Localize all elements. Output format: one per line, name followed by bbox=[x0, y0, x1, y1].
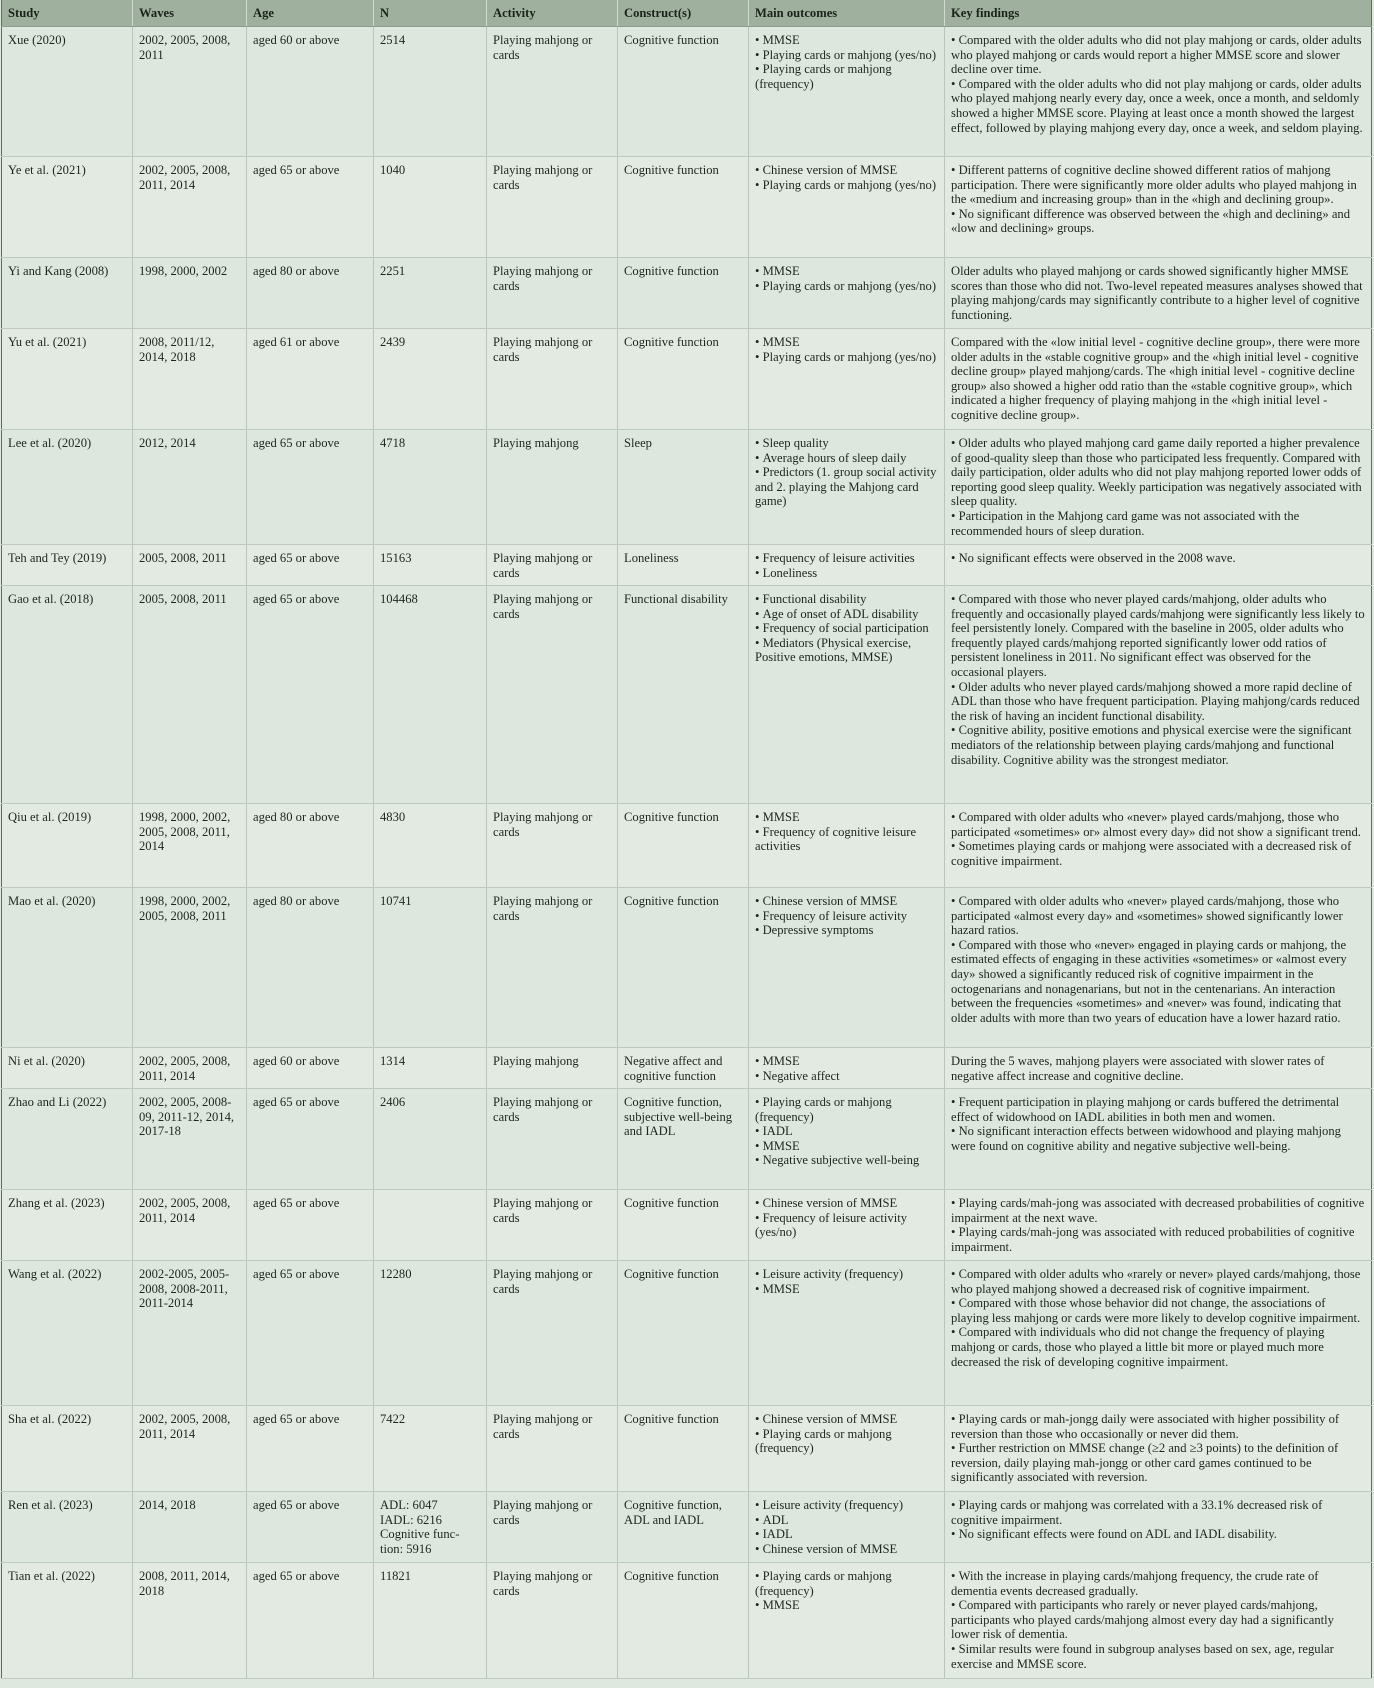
list-item: • With the increase in playing cards/mahjong frequency, the crude rate of dementia events decreased gradually. bbox=[951, 1569, 1365, 1598]
age-cell: aged 61 or above bbox=[247, 329, 374, 430]
col-study-header: Study bbox=[2, 0, 133, 27]
study-cell: Qiu et al. (2019) bbox=[2, 804, 133, 888]
construct-cell: Cognitive function, ADL and IADL bbox=[618, 1492, 749, 1563]
list-item: • Negative subjective well-being bbox=[755, 1153, 938, 1168]
list-item: • Playing cards or mahjong (yes/no) bbox=[755, 48, 938, 63]
n-cell: 2514 bbox=[374, 27, 487, 157]
key-findings-cell: During the 5 waves, mahjong players were associated with slower rates of negative affect increase and cognitive decline. bbox=[945, 1048, 1372, 1089]
n-line: IADL: 6216 bbox=[380, 1512, 442, 1527]
waves-cell: 2005, 2008, 2011 bbox=[133, 545, 247, 586]
list-item: • Sometimes playing cards or mahjong were associated with a decreased risk of cognitive impairment. bbox=[951, 839, 1365, 868]
age-cell: aged 65 or above bbox=[247, 1563, 374, 1679]
list-item: • MMSE bbox=[755, 1054, 938, 1069]
n-cell bbox=[374, 1492, 487, 1563]
n-cell: 1040 bbox=[374, 157, 487, 258]
table-body bbox=[2, 27, 1372, 1679]
outcomes-list bbox=[755, 592, 938, 665]
waves-cell: 2002, 2005, 2008, 2011 bbox=[133, 27, 247, 157]
table-row bbox=[2, 430, 1372, 545]
list-item: • Chinese version of MMSE bbox=[755, 1196, 938, 1211]
col-constructs-header: Construct(s) bbox=[618, 0, 749, 27]
outcomes-list bbox=[755, 163, 938, 192]
list-item: • MMSE bbox=[755, 335, 938, 350]
outcomes-list bbox=[755, 1196, 938, 1240]
table-row bbox=[2, 545, 1372, 586]
key-findings-cell bbox=[945, 430, 1372, 545]
study-cell: Xue (2020) bbox=[2, 27, 133, 157]
age-cell: aged 65 or above bbox=[247, 545, 374, 586]
table-row bbox=[2, 157, 1372, 258]
table-row bbox=[2, 1492, 1372, 1563]
construct-cell: Cognitive function bbox=[618, 804, 749, 888]
outcomes-list bbox=[755, 1267, 938, 1296]
study-cell: Teh and Tey (2019) bbox=[2, 545, 133, 586]
list-item: • Playing cards or mahjong (frequency) bbox=[755, 62, 938, 91]
main-outcomes-cell bbox=[749, 545, 945, 586]
age-cell: aged 60 or above bbox=[247, 27, 374, 157]
n-cell bbox=[374, 1190, 487, 1261]
col-key-findings-header: Key findings bbox=[945, 0, 1372, 27]
outcomes-list bbox=[755, 1569, 938, 1613]
age-cell: aged 65 or above bbox=[247, 586, 374, 804]
activity-cell: Playing mahjong or cards bbox=[487, 545, 618, 586]
list-item: • Loneliness bbox=[755, 566, 938, 581]
age-cell: aged 65 or above bbox=[247, 430, 374, 545]
list-item: • Compared with older adults who «never» played cards/mahjong, those who participated «almost every day» and «sometimes» showed significantly lower hazard ratios. bbox=[951, 894, 1365, 938]
findings-list bbox=[951, 1412, 1365, 1485]
key-findings-cell bbox=[945, 804, 1372, 888]
activity-cell: Playing mahjong or cards bbox=[487, 329, 618, 430]
waves-cell: 2002, 2005, 2008, 2011, 2014 bbox=[133, 1406, 247, 1492]
header-row bbox=[2, 0, 1372, 27]
list-item: • ADL bbox=[755, 1513, 938, 1528]
findings-list bbox=[951, 1196, 1365, 1254]
activity-cell: Playing mahjong or cards bbox=[487, 1563, 618, 1679]
list-item: • Depressive symptoms bbox=[755, 923, 938, 938]
outcomes-list bbox=[755, 436, 938, 509]
list-item: • Mediators (Physical exercise, Positive emotions, MMSE) bbox=[755, 636, 938, 665]
main-outcomes-cell bbox=[749, 329, 945, 430]
study-cell: Ni et al. (2020) bbox=[2, 1048, 133, 1089]
activity-cell: Playing mahjong or cards bbox=[487, 1089, 618, 1190]
list-item: • Average hours of sleep daily bbox=[755, 451, 938, 466]
activity-cell: Playing mahjong or cards bbox=[487, 1261, 618, 1406]
study-cell: Tian et al. (2022) bbox=[2, 1563, 133, 1679]
list-item: • Playing cards or mahjong (yes/no) bbox=[755, 350, 938, 365]
key-findings-cell bbox=[945, 1406, 1372, 1492]
list-item: • IADL bbox=[755, 1124, 938, 1139]
list-item: • Frequency of cognitive leisure activities bbox=[755, 825, 938, 854]
waves-cell: 2002-2005, 2005-2008, 2008-2011, 2011-2014 bbox=[133, 1261, 247, 1406]
construct-cell: Cognitive function bbox=[618, 157, 749, 258]
list-item: • Further restriction on MMSE change (≥2 and ≥3 points) to the definition of reversion, daily playing mah-jongg or other card games continued to be significantly associated with reversion. bbox=[951, 1441, 1365, 1485]
list-item: • MMSE bbox=[755, 33, 938, 48]
activity-cell: Playing mahjong bbox=[487, 430, 618, 545]
list-item: • MMSE bbox=[755, 264, 938, 279]
findings-list bbox=[951, 33, 1365, 135]
list-item: • Frequency of leisure activity bbox=[755, 909, 938, 924]
list-item: • Frequency of social participation bbox=[755, 621, 938, 636]
findings-list bbox=[951, 551, 1365, 566]
list-item: • Frequency of leisure activities bbox=[755, 551, 938, 566]
table-row bbox=[2, 1261, 1372, 1406]
main-outcomes-cell bbox=[749, 1492, 945, 1563]
outcomes-list bbox=[755, 1054, 938, 1083]
key-findings-cell bbox=[945, 888, 1372, 1048]
outcomes-list bbox=[755, 1498, 938, 1556]
age-cell: aged 65 or above bbox=[247, 1089, 374, 1190]
waves-cell: 2002, 2005, 2008-09, 2011-12, 2014, 2017-18 bbox=[133, 1089, 247, 1190]
n-cell: 15163 bbox=[374, 545, 487, 586]
list-item: • Playing cards or mahjong was correlated with a 33.1% decreased risk of cognitive impairment. bbox=[951, 1498, 1365, 1527]
construct-cell: Cognitive function bbox=[618, 1190, 749, 1261]
construct-cell: Functional disability bbox=[618, 586, 749, 804]
col-activity-header: Activity bbox=[487, 0, 618, 27]
construct-cell: Cognitive function bbox=[618, 329, 749, 430]
table-row bbox=[2, 804, 1372, 888]
outcomes-list bbox=[755, 1095, 938, 1168]
waves-cell: 2014, 2018 bbox=[133, 1492, 247, 1563]
list-item: • Cognitive ability, positive emotions and physical exercise were the significant mediators of the relationship between playing cards/mahjong and functional disability. Cognitive ability was the strongest mediator. bbox=[951, 723, 1365, 767]
age-cell: aged 60 or above bbox=[247, 1048, 374, 1089]
main-outcomes-cell bbox=[749, 258, 945, 329]
activity-cell: Playing mahjong or cards bbox=[487, 157, 618, 258]
findings-list bbox=[951, 592, 1365, 767]
n-cell: 7422 bbox=[374, 1406, 487, 1492]
col-n-header: N bbox=[374, 0, 487, 27]
table-row bbox=[2, 27, 1372, 157]
list-item: • Chinese version of MMSE bbox=[755, 163, 938, 178]
list-item: • Compared with older adults who «never» played cards/mahjong, those who participated «sometimes» or» almost every day» did not show a significant trend. bbox=[951, 810, 1365, 839]
waves-cell: 1998, 2000, 2002 bbox=[133, 258, 247, 329]
waves-cell: 2012, 2014 bbox=[133, 430, 247, 545]
activity-cell: Playing mahjong bbox=[487, 1048, 618, 1089]
n-cell: 4718 bbox=[374, 430, 487, 545]
waves-cell: 2005, 2008, 2011 bbox=[133, 586, 247, 804]
age-cell: aged 65 or above bbox=[247, 157, 374, 258]
n-line: ADL: 6047 bbox=[380, 1498, 438, 1512]
waves-cell: 1998, 2000, 2002, 2005, 2008, 2011, 2014 bbox=[133, 804, 247, 888]
list-item: • Playing cards or mahjong (frequency) bbox=[755, 1095, 938, 1124]
main-outcomes-cell bbox=[749, 27, 945, 157]
study-cell: Ye et al. (2021) bbox=[2, 157, 133, 258]
waves-cell: 2002, 2005, 2008, 2011, 2014 bbox=[133, 1048, 247, 1089]
activity-cell: Playing mahjong or cards bbox=[487, 27, 618, 157]
outcomes-list bbox=[755, 894, 938, 938]
study-cell: Yu et al. (2021) bbox=[2, 329, 133, 430]
col-waves-header: Waves bbox=[133, 0, 247, 27]
waves-cell: 2008, 2011/12, 2014, 2018 bbox=[133, 329, 247, 430]
main-outcomes-cell bbox=[749, 1563, 945, 1679]
table-row bbox=[2, 1089, 1372, 1190]
construct-cell: Cognitive function bbox=[618, 1261, 749, 1406]
list-item: • Compared with the older adults who did not play mahjong or cards, older adults who played mahjong or cards would report a higher MMSE score and slower decline over time. bbox=[951, 33, 1365, 77]
study-cell: Zhao and Li (2022) bbox=[2, 1089, 133, 1190]
study-cell: Ren et al. (2023) bbox=[2, 1492, 133, 1563]
construct-cell: Cognitive function bbox=[618, 258, 749, 329]
activity-cell: Playing mahjong or cards bbox=[487, 1492, 618, 1563]
waves-cell: 2008, 2011, 2014, 2018 bbox=[133, 1563, 247, 1679]
table-row bbox=[2, 888, 1372, 1048]
key-findings-cell: Older adults who played mahjong or cards showed significantly higher MMSE scores than those who did not. Two-level repeated measures analyses showed that playing mahjong/cards may significantly contribute to a higher level of cognitive functioning. bbox=[945, 258, 1372, 329]
findings-list bbox=[951, 810, 1365, 868]
list-item: • Predictors (1. group social activity and 2. playing the Mahjong card game) bbox=[755, 465, 938, 509]
col-age-header: Age bbox=[247, 0, 374, 27]
key-findings-cell bbox=[945, 1261, 1372, 1406]
main-outcomes-cell bbox=[749, 1406, 945, 1492]
study-cell: Yi and Kang (2008) bbox=[2, 258, 133, 329]
findings-list bbox=[951, 1267, 1365, 1369]
list-item: • Playing cards or mah-jongg daily were associated with higher possibility of reversion than those who occasionally or never did them. bbox=[951, 1412, 1365, 1441]
list-item: • Frequency of leisure activity (yes/no) bbox=[755, 1211, 938, 1240]
list-item: • No significant interaction effects between widowhood and playing mahjong were found on cognitive ability and negative subjective well-being. bbox=[951, 1124, 1365, 1153]
findings-list bbox=[951, 163, 1365, 236]
outcomes-list bbox=[755, 1412, 938, 1456]
construct-cell: Sleep bbox=[618, 430, 749, 545]
findings-list bbox=[951, 436, 1365, 538]
list-item: • Compared with the older adults who did not play mahjong or cards, older adults who played mahjong nearly every day, once a week, once a month, and seldomly showed a higher MMSE score. Playing at least once a month showed the largest effect, followed by playing mahjong every day, once a week, and seldom playing. bbox=[951, 77, 1365, 135]
list-item: • Leisure activity (frequency) bbox=[755, 1498, 938, 1513]
list-item: • Sleep quality bbox=[755, 436, 938, 451]
findings-list bbox=[951, 894, 1365, 1025]
construct-cell: Cognitive function bbox=[618, 1563, 749, 1679]
construct-cell: Cognitive function bbox=[618, 888, 749, 1048]
list-item: • IADL bbox=[755, 1527, 938, 1542]
table-row bbox=[2, 329, 1372, 430]
col-main-outcomes-header: Main outcomes bbox=[749, 0, 945, 27]
list-item: • Compared with participants who rarely or never played cards/mahjong, participants who played cards/mahjong almost every day had a significantly lower risk of dementia. bbox=[951, 1598, 1365, 1642]
waves-cell: 1998, 2000, 2002, 2005, 2008, 2011 bbox=[133, 888, 247, 1048]
list-item: • MMSE bbox=[755, 1598, 938, 1613]
list-item: • Compared with older adults who «rarely or never» played cards/mahjong, those who played mahjong showed a decreased risk of cognitive impairment. bbox=[951, 1267, 1365, 1296]
outcomes-list bbox=[755, 33, 938, 91]
key-findings-cell bbox=[945, 157, 1372, 258]
list-item: • Chinese version of MMSE bbox=[755, 1412, 938, 1427]
list-item: • Compared with those whose behavior did not change, the associations of playing less mahjong or cards were more likely to develop cognitive impairment. bbox=[951, 1296, 1365, 1325]
key-findings-cell bbox=[945, 1563, 1372, 1679]
list-item: • Compared with individuals who did not change the frequency of playing mahjong or cards, those who played a little bit more or played much more decreased the risk of developing cognitive impairment. bbox=[951, 1325, 1365, 1369]
list-item: • Playing cards or mahjong (frequency) bbox=[755, 1427, 938, 1456]
n-cell: 12280 bbox=[374, 1261, 487, 1406]
list-item: • Similar results were found in subgroup analyses based on sex, age, regular exercise and MMSE score. bbox=[951, 1642, 1365, 1671]
waves-cell: 2002, 2005, 2008, 2011, 2014 bbox=[133, 1190, 247, 1261]
activity-cell: Playing mahjong or cards bbox=[487, 888, 618, 1048]
list-item: • Older adults who never played cards/mahjong showed a more rapid decline of ADL than those who have frequent participation. Playing mahjong/cards reduced the risk of having an incident functional disability. bbox=[951, 680, 1365, 724]
list-item: • Different patterns of cognitive decline showed different ratios of mahjong participation. There were significantly more older adults who played mahjong in the «medium and increasing group» than in the «high and declining group». bbox=[951, 163, 1365, 207]
activity-cell: Playing mahjong or cards bbox=[487, 804, 618, 888]
n-line: Cognitive func- bbox=[380, 1527, 460, 1542]
list-item: • No significant difference was observed between the «high and declining» and «low and declining» groups. bbox=[951, 207, 1365, 236]
n-cell: 10741 bbox=[374, 888, 487, 1048]
list-item: • MMSE bbox=[755, 1139, 938, 1154]
table-row bbox=[2, 1406, 1372, 1492]
key-findings-cell bbox=[945, 1190, 1372, 1261]
list-item: • Compared with those who never played cards/mahjong, older adults who frequently and occasionally played cards/mahjong were significantly less likely to feel persistently lonely. Compared with the baseline in 2005, older adults who frequently played cards/mahjong reported significantly lower odd ratios of persistent loneliness in 2011. No significant effect was observed for the occasional players. bbox=[951, 592, 1365, 680]
main-outcomes-cell bbox=[749, 1089, 945, 1190]
main-outcomes-cell bbox=[749, 586, 945, 804]
age-cell: aged 80 or above bbox=[247, 804, 374, 888]
key-findings-cell bbox=[945, 586, 1372, 804]
list-item: • Participation in the Mahjong card game was not associated with the recommended hours of sleep duration. bbox=[951, 509, 1365, 538]
activity-cell: Playing mahjong or cards bbox=[487, 1406, 618, 1492]
list-item: • MMSE bbox=[755, 1282, 938, 1297]
key-findings-cell: Compared with the «low initial level - cognitive decline group», there were more older adults in the «stable cognitive group» and the «high initial level - cognitive decline group» played mahjong/cards. The «high initial level - cognitive decline group» also showed a higher odd ratio than the «stable cognitive group», which indicated a higher frequency of playing mahjong in the «high initial level - cognitive decline group». bbox=[945, 329, 1372, 430]
activity-cell: Playing mahjong or cards bbox=[487, 258, 618, 329]
outcomes-list bbox=[755, 551, 938, 580]
studies-table bbox=[1, 0, 1372, 1679]
list-item: • Chinese version of MMSE bbox=[755, 894, 938, 909]
list-item: • Leisure activity (frequency) bbox=[755, 1267, 938, 1282]
study-cell: Wang et al. (2022) bbox=[2, 1261, 133, 1406]
study-cell: Mao et al. (2020) bbox=[2, 888, 133, 1048]
study-cell: Lee et al. (2020) bbox=[2, 430, 133, 545]
study-cell: Zhang et al. (2023) bbox=[2, 1190, 133, 1261]
list-item: • Frequent participation in playing mahjong or cards buffered the detrimental effect of widowhood on IADL abilities in both men and women. bbox=[951, 1095, 1365, 1124]
table-row bbox=[2, 1190, 1372, 1261]
list-item: • Age of onset of ADL disability bbox=[755, 607, 938, 622]
construct-cell: Cognitive function, subjective well-being and IADL bbox=[618, 1089, 749, 1190]
main-outcomes-cell bbox=[749, 157, 945, 258]
main-outcomes-cell bbox=[749, 888, 945, 1048]
main-outcomes-cell bbox=[749, 430, 945, 545]
table-row bbox=[2, 258, 1372, 329]
age-cell: aged 65 or above bbox=[247, 1406, 374, 1492]
key-findings-cell bbox=[945, 1492, 1372, 1563]
construct-cell: Loneliness bbox=[618, 545, 749, 586]
construct-cell: Cognitive function bbox=[618, 1406, 749, 1492]
table-row bbox=[2, 1048, 1372, 1089]
list-item: • Older adults who played mahjong card game daily reported a higher prevalence of good-quality sleep than those who participated less frequently. Compared with daily participation, older adults who did not play mahjong reported lower odds of reporting good sleep quality. Weekly participation was negatively associated with sleep quality. bbox=[951, 436, 1365, 509]
list-item: • Chinese version of MMSE bbox=[755, 1542, 938, 1557]
study-cell: Gao et al. (2018) bbox=[2, 586, 133, 804]
key-findings-cell bbox=[945, 27, 1372, 157]
age-cell: aged 80 or above bbox=[247, 888, 374, 1048]
outcomes-list bbox=[755, 264, 938, 293]
findings-list bbox=[951, 1095, 1365, 1153]
n-cell: 4830 bbox=[374, 804, 487, 888]
list-item: • No significant effects were found on ADL and IADL disability. bbox=[951, 1527, 1365, 1542]
list-item: • Playing cards/mah-jong was associated with reduced probabilities of cognitive impairment. bbox=[951, 1225, 1365, 1254]
construct-cell: Negative affect and cognitive function bbox=[618, 1048, 749, 1089]
list-item: • No significant effects were observed in the 2008 wave. bbox=[951, 551, 1365, 566]
n-cell: 11821 bbox=[374, 1563, 487, 1679]
study-cell: Sha et al. (2022) bbox=[2, 1406, 133, 1492]
findings-list bbox=[951, 1498, 1365, 1542]
list-item: • Playing cards or mahjong (frequency) bbox=[755, 1569, 938, 1598]
n-cell: 2251 bbox=[374, 258, 487, 329]
age-cell: aged 65 or above bbox=[247, 1492, 374, 1563]
n-cell: 104468 bbox=[374, 586, 487, 804]
n-cell: 2439 bbox=[374, 329, 487, 430]
list-item: • Functional disability bbox=[755, 592, 938, 607]
construct-cell: Cognitive function bbox=[618, 27, 749, 157]
table-row bbox=[2, 586, 1372, 804]
waves-cell: 2002, 2005, 2008, 2011, 2014 bbox=[133, 157, 247, 258]
outcomes-list bbox=[755, 810, 938, 854]
age-cell: aged 65 or above bbox=[247, 1261, 374, 1406]
findings-list bbox=[951, 1569, 1365, 1671]
main-outcomes-cell bbox=[749, 1190, 945, 1261]
age-cell: aged 65 or above bbox=[247, 1190, 374, 1261]
outcomes-list bbox=[755, 335, 938, 364]
n-cell: 2406 bbox=[374, 1089, 487, 1190]
list-item: • Negative affect bbox=[755, 1069, 938, 1084]
activity-cell: Playing mahjong or cards bbox=[487, 1190, 618, 1261]
age-cell: aged 80 or above bbox=[247, 258, 374, 329]
key-findings-cell bbox=[945, 545, 1372, 586]
list-item: • Playing cards or mahjong (yes/no) bbox=[755, 178, 938, 193]
n-line: tion: 5916 bbox=[380, 1541, 432, 1556]
activity-cell: Playing mahjong or cards bbox=[487, 586, 618, 804]
list-item: • Playing cards/mah-jong was associated with decreased probabilities of cognitive impairment at the next wave. bbox=[951, 1196, 1365, 1225]
list-item: • Compared with those who «never» engaged in playing cards or mahjong, the estimated effects of engaging in these activities «sometimes» or «almost every day» showed a significantly reduced risk of cognitive impairment in the octogenarians and nonagenarians, but not in the centenarians. An interaction between the frequencies «sometimes» and «never» was found, indicating that older adults with more than two years of education have a lower hazard ratio. bbox=[951, 938, 1365, 1026]
main-outcomes-cell bbox=[749, 804, 945, 888]
table-row bbox=[2, 1563, 1372, 1679]
list-item: • MMSE bbox=[755, 810, 938, 825]
main-outcomes-cell bbox=[749, 1048, 945, 1089]
n-cell: 1314 bbox=[374, 1048, 487, 1089]
main-outcomes-cell bbox=[749, 1261, 945, 1406]
key-findings-cell bbox=[945, 1089, 1372, 1190]
list-item: • Playing cards or mahjong (yes/no) bbox=[755, 279, 938, 294]
